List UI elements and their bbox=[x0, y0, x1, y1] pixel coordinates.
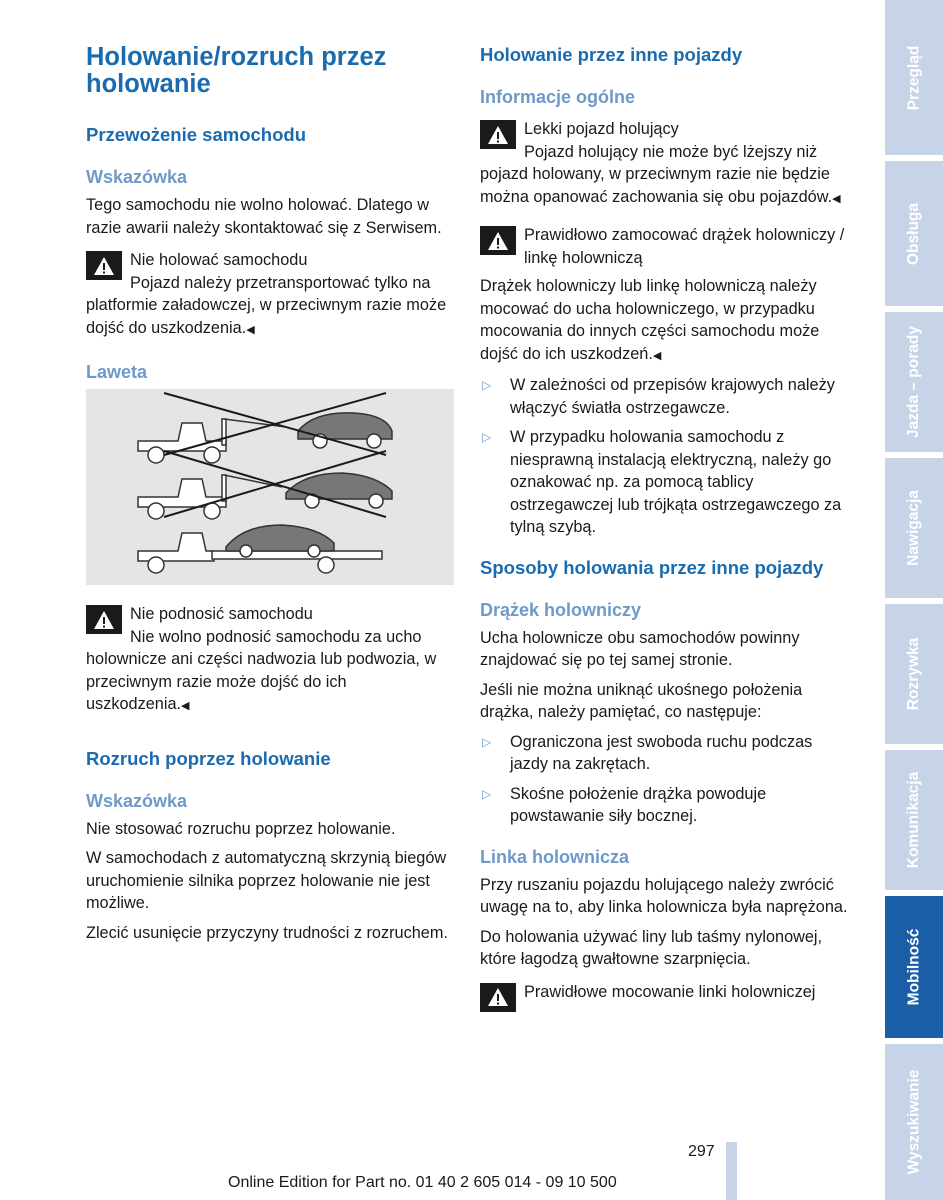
laweta-heading: Laweta bbox=[86, 362, 148, 382]
section-heading: Sposoby holowania przez inne pojazdy bbox=[480, 556, 824, 578]
right-column bbox=[480, 44, 850, 1009]
warning-block bbox=[480, 118, 850, 210]
bullet-icon: ▷ bbox=[482, 430, 492, 444]
bullet-list bbox=[480, 731, 850, 828]
end-mark: ◀ bbox=[246, 323, 255, 336]
warning-body: Pojazd należy przetransportować tylko na platformie załadowczej, w przeciwnym razie może dojść do uszkodzenia.◀ bbox=[86, 273, 447, 337]
warning-icon bbox=[480, 226, 516, 255]
bullet-list bbox=[480, 374, 850, 539]
info-heading: Informacje ogólne bbox=[480, 87, 636, 107]
paragraph: Drążek holowniczy lub linkę holowniczą należy mocować do ucha holowniczego, w przypadku mocowania do innych części samochodu może dojść do ich uszkodzeń.◀ bbox=[480, 277, 820, 363]
page-marker bbox=[726, 1142, 737, 1200]
warning-block bbox=[480, 224, 850, 269]
end-mark: ◀ bbox=[181, 700, 190, 712]
paragraph: Zlecić usunięcie przyczyny trudności z rozruchem. bbox=[86, 923, 448, 942]
note-heading: Wskazówka bbox=[86, 790, 188, 811]
warning-body: Pojazd holujący nie może być lżejszy niż pojazd holowany, w przeciwnym razie nie będzie można opanować zachowania się obu pojazdów.◀ bbox=[480, 142, 841, 206]
warning-title: Nie podnosić samochodu bbox=[130, 605, 313, 623]
tow-truck-illustration bbox=[86, 389, 454, 585]
paragraph: Ucha holownicze obu samochodów powinny znajdować się po tej samej stronie. bbox=[480, 628, 800, 669]
paragraph: W samochodach z automatyczną skrzynią biegów uruchomienie silnika poprzez holowanie nie jest możliwe. bbox=[86, 849, 447, 912]
warning-title: Prawidłowe mocowanie linki holowniczej bbox=[524, 982, 816, 1001]
warning-block bbox=[86, 603, 454, 718]
page-title: Holowanie/rozruch przez holowanie bbox=[86, 43, 387, 98]
tab-rozrywka[interactable]: Rozrywka bbox=[885, 604, 943, 744]
tab-komunikacja[interactable]: Komunikacja bbox=[885, 750, 943, 890]
warning-block bbox=[86, 249, 454, 341]
warning-title: Lekki pojazd holujący bbox=[524, 120, 679, 138]
transport-heading: Przewożenie samochodu bbox=[86, 124, 306, 145]
bullet-icon: ▷ bbox=[482, 734, 492, 749]
warning-block bbox=[480, 981, 850, 1004]
paragraph: Jeśli nie można uniknąć ukośnego położenia drążka, należy pamiętać, co następuje: bbox=[480, 680, 803, 721]
warning-icon bbox=[86, 605, 122, 634]
bullet-icon: ▷ bbox=[482, 786, 492, 801]
drazek-heading: Drążek holowniczy bbox=[480, 599, 642, 620]
paragraph: Do holowania używać liny lub taśmy nylonowej, które łagodzą gwałtowne szarpnięcia. bbox=[480, 927, 823, 968]
page-number: 297 bbox=[688, 1143, 715, 1160]
tab-mobilnosc[interactable]: Mobilność bbox=[885, 896, 943, 1038]
note-heading: Wskazówka bbox=[86, 167, 188, 187]
tab-jazda-porady[interactable]: Jazda – porady bbox=[885, 312, 943, 452]
rozruch-heading: Rozruch poprzez holowanie bbox=[86, 747, 331, 769]
end-mark: ◀ bbox=[652, 349, 662, 362]
warning-icon bbox=[480, 983, 516, 1012]
left-column bbox=[86, 44, 454, 951]
warning-icon bbox=[86, 251, 122, 280]
footer-text: Online Edition for Part no. 01 40 2 605 014 - 09 10 500 bbox=[228, 1174, 617, 1191]
list-item: ▷ W przypadku holowania samochodu z niesprawną instalacją elektryczną, należy go oznakować np. za pomocą tablicy ostrzegawczej lub trójkąta ostrzegawczego za tylną szybą. bbox=[482, 428, 842, 536]
section-heading: Holowanie przez inne pojazdy bbox=[480, 44, 743, 65]
tab-nawigacja[interactable]: Nawigacja bbox=[885, 458, 943, 598]
note-text: Tego samochodu nie wolno holować. Dlatego w razie awarii należy skontaktować się z Serwisem. bbox=[86, 196, 442, 237]
warning-body: Nie wolno podnosić samochodu za ucho holownicze ani części nadwozia lub podwozia, w przeciwnym razie może dojść do ich uszkodzenia.◀ bbox=[86, 627, 437, 713]
warning-title: Prawidłowo zamocować drążek holowniczy / linkę holowniczą bbox=[524, 226, 845, 267]
warning-title: Nie holować samochodu bbox=[130, 251, 308, 269]
paragraph: Nie stosować rozruchu poprzez holowanie. bbox=[86, 819, 396, 838]
bullet-icon: ▷ bbox=[482, 378, 492, 392]
paragraph: Przy ruszaniu pojazdu holującego należy zwrócić uwagę na to, aby linka holownicza była naprężona. bbox=[480, 875, 848, 916]
list-item: ▷ Skośne położenie drążka powoduje powstawanie siły bocznej. bbox=[482, 784, 767, 825]
tab-przeglad[interactable]: Przegląd bbox=[885, 0, 943, 155]
linka-heading: Linka holownicza bbox=[480, 846, 630, 867]
end-mark: ◀ bbox=[832, 192, 841, 205]
warning-icon bbox=[480, 120, 516, 149]
tab-wyszukiwanie[interactable]: Wyszukiwanie bbox=[885, 1044, 943, 1200]
chapter-tabs bbox=[885, 0, 943, 1200]
list-item: ▷ Ograniczona jest swoboda ruchu podczas jazdy na zakrętach. bbox=[482, 732, 813, 773]
tab-obsluga[interactable]: Obsługa bbox=[885, 161, 943, 306]
list-item: ▷ W zależności od przepisów krajowych należy włączyć światła ostrzegawcze. bbox=[482, 376, 835, 417]
